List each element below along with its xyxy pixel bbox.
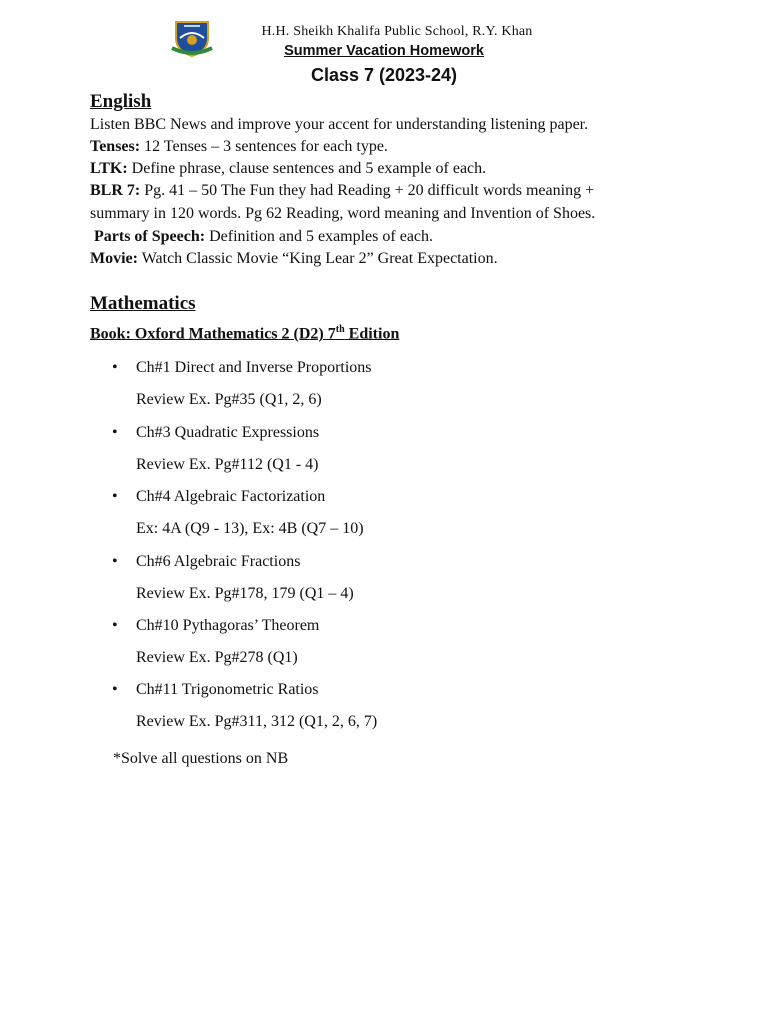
english-line: Parts of Speech: Definition and 5 examples of each. — [90, 228, 434, 245]
bullet-icon: • — [112, 488, 118, 505]
chapter-name: Ch#4 Algebraic Factorization — [136, 488, 326, 505]
chapter-name: Ch#1 Direct and Inverse Proportions — [136, 359, 372, 376]
chapter-name: Ch#3 Quadratic Expressions — [136, 424, 320, 441]
mathematics-heading: Mathematics — [90, 293, 196, 314]
chapter-task: Review Ex. Pg#35 (Q1, 2, 6) — [136, 391, 322, 408]
solve-note: *Solve all questions on NB — [113, 750, 289, 767]
homework-subtitle: Summer Vacation Homework — [284, 43, 484, 59]
chapter-task: Review Ex. Pg#112 (Q1 - 4) — [136, 456, 319, 473]
bullet-icon: • — [112, 617, 118, 634]
bullet-icon: • — [112, 424, 118, 441]
english-line: Listen BBC News and improve your accent for understanding listening paper. — [90, 116, 589, 133]
chapter-task: Review Ex. Pg#178, 179 (Q1 – 4) — [136, 585, 354, 602]
english-line: Movie: Watch Classic Movie “King Lear 2” Great Expectation. — [90, 250, 498, 267]
bullet-icon: • — [112, 359, 118, 376]
english-line: summary in 120 words. Pg 62 Reading, word meaning and Invention of Shoes. — [90, 205, 596, 222]
english-line: LTK: Define phrase, clause sentences and 5 example of each. — [90, 160, 487, 177]
english-heading: English — [90, 91, 152, 112]
chapter-task: Review Ex. Pg#278 (Q1) — [136, 649, 298, 666]
chapter-task: Ex: 4A (Q9 - 13), Ex: 4B (Q7 – 10) — [136, 520, 364, 537]
english-line: BLR 7: Pg. 41 – 50 The Fun they had Reading + 20 difficult words meaning + — [90, 182, 595, 199]
bullet-icon: • — [112, 681, 118, 698]
book-title: Book: Oxford Mathematics 2 (D2) 7th Edition — [90, 324, 400, 343]
chapter-name: Ch#10 Pythagoras’ Theorem — [136, 617, 320, 634]
school-name: H.H. Sheikh Khalifa Public School, R.Y. Khan — [261, 24, 533, 39]
chapter-task: Review Ex. Pg#311, 312 (Q1, 2, 6, 7) — [136, 713, 378, 730]
chapter-name: Ch#6 Algebraic Fractions — [136, 553, 301, 570]
english-line: Tenses: 12 Tenses – 3 sentences for each type. — [90, 138, 388, 155]
bullet-icon: • — [112, 553, 118, 570]
class-title: Class 7 (2023-24) — [310, 65, 458, 85]
chapter-name: Ch#11 Trigonometric Ratios — [136, 681, 319, 698]
